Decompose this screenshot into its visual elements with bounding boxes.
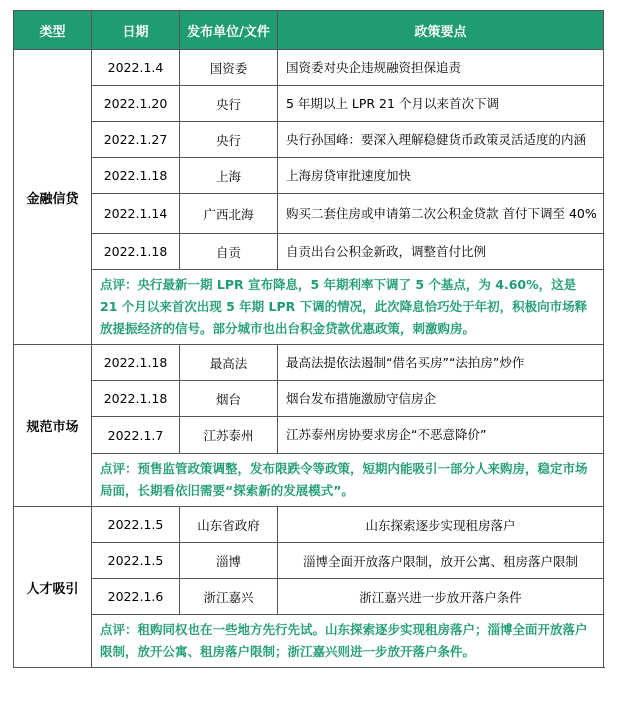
issuer-cell: 浙江嘉兴 bbox=[180, 579, 278, 615]
date-cell: 2022.1.6 bbox=[92, 579, 180, 615]
comment-row bbox=[14, 615, 604, 668]
date-cell: 2022.1.7 bbox=[92, 417, 180, 454]
policy-cell: 山东探索逐步实现租房落户 bbox=[278, 507, 604, 543]
policy-table-container bbox=[13, 10, 603, 668]
policy-cell: 江苏泰州房协要求房企“不恶意降价” bbox=[278, 417, 604, 454]
table-row bbox=[14, 234, 604, 270]
policy-cell: 购买二套住房或申请第二次公积金贷款 首付下调至 40% bbox=[278, 194, 604, 234]
header-policy: 政策要点 bbox=[278, 11, 604, 50]
date-cell: 2022.1.18 bbox=[92, 381, 180, 417]
table-row bbox=[14, 50, 604, 86]
issuer-cell: 央行 bbox=[180, 122, 278, 158]
header-issuer: 发布单位/文件 bbox=[180, 11, 278, 50]
issuer-cell: 央行 bbox=[180, 86, 278, 122]
policy-table bbox=[13, 10, 604, 668]
header-type: 类型 bbox=[14, 11, 92, 50]
policy-cell: 淄博全面开放落户限制，放开公寓、租房落户限制 bbox=[278, 543, 604, 579]
category-cell: 人才吸引 bbox=[14, 507, 92, 668]
policy-cell: 上海房贷审批速度加快 bbox=[278, 158, 604, 194]
comment-cell: 点评：预售监管政策调整，发布限跌令等政策，短期内能吸引一部分人来购房，稳定市场局面，长期看依旧需要“探索新的发展模式”。 bbox=[92, 454, 604, 507]
policy-cell: 国资委对央企违规融资担保追责 bbox=[278, 50, 604, 86]
policy-cell: 最高法提依法遏制“借名买房”“法拍房”炒作 bbox=[278, 345, 604, 381]
comment-cell: 点评：央行最新一期 LPR 宣布降息，5 年期利率下调了 5 个基点，为 4.60%，这是 21 个月以来首次出现 5 年期 LPR 下调的情况，此次降息恰巧处于年初，积极向市场释放提振经济的信号。部分城市也出台积金贷款优惠政策，刺激购房。 bbox=[92, 270, 604, 345]
table-row bbox=[14, 543, 604, 579]
comment-cell: 点评：租购同权也在一些地方先行先试。山东探索逐步实现租房落户；淄博全面开放落户限制，放开公寓、租房落户限制；浙江嘉兴则进一步放开落户条件。 bbox=[92, 615, 604, 668]
comment-row bbox=[14, 454, 604, 507]
date-cell: 2022.1.14 bbox=[92, 194, 180, 234]
date-cell: 2022.1.20 bbox=[92, 86, 180, 122]
issuer-cell: 国资委 bbox=[180, 50, 278, 86]
issuer-cell: 江苏泰州 bbox=[180, 417, 278, 454]
date-cell: 2022.1.5 bbox=[92, 507, 180, 543]
date-cell: 2022.1.18 bbox=[92, 158, 180, 194]
date-cell: 2022.1.5 bbox=[92, 543, 180, 579]
table-row bbox=[14, 194, 604, 234]
policy-cell: 烟台发布措施激励守信房企 bbox=[278, 381, 604, 417]
issuer-cell: 淄博 bbox=[180, 543, 278, 579]
date-cell: 2022.1.18 bbox=[92, 234, 180, 270]
policy-cell: 浙江嘉兴进一步放开落户条件 bbox=[278, 579, 604, 615]
issuer-cell: 烟台 bbox=[180, 381, 278, 417]
policy-cell: 自贡出台公积金新政，调整首付比例 bbox=[278, 234, 604, 270]
date-cell: 2022.1.18 bbox=[92, 345, 180, 381]
table-row bbox=[14, 381, 604, 417]
table-row bbox=[14, 345, 604, 381]
table-row bbox=[14, 507, 604, 543]
header-row bbox=[14, 11, 604, 50]
table-row bbox=[14, 158, 604, 194]
issuer-cell: 自贡 bbox=[180, 234, 278, 270]
table-row bbox=[14, 417, 604, 454]
category-cell: 金融信贷 bbox=[14, 50, 92, 345]
issuer-cell: 上海 bbox=[180, 158, 278, 194]
category-cell: 规范市场 bbox=[14, 345, 92, 507]
issuer-cell: 广西北海 bbox=[180, 194, 278, 234]
policy-cell: 央行孙国峰：要深入理解稳健货币政策灵活适度的内涵 bbox=[278, 122, 604, 158]
date-cell: 2022.1.4 bbox=[92, 50, 180, 86]
table-row bbox=[14, 579, 604, 615]
table-row bbox=[14, 86, 604, 122]
table-row bbox=[14, 122, 604, 158]
policy-cell: 5 年期以上 LPR 21 个月以来首次下调 bbox=[278, 86, 604, 122]
issuer-cell: 最高法 bbox=[180, 345, 278, 381]
comment-row bbox=[14, 270, 604, 345]
issuer-cell: 山东省政府 bbox=[180, 507, 278, 543]
header-date: 日期 bbox=[92, 11, 180, 50]
date-cell: 2022.1.27 bbox=[92, 122, 180, 158]
